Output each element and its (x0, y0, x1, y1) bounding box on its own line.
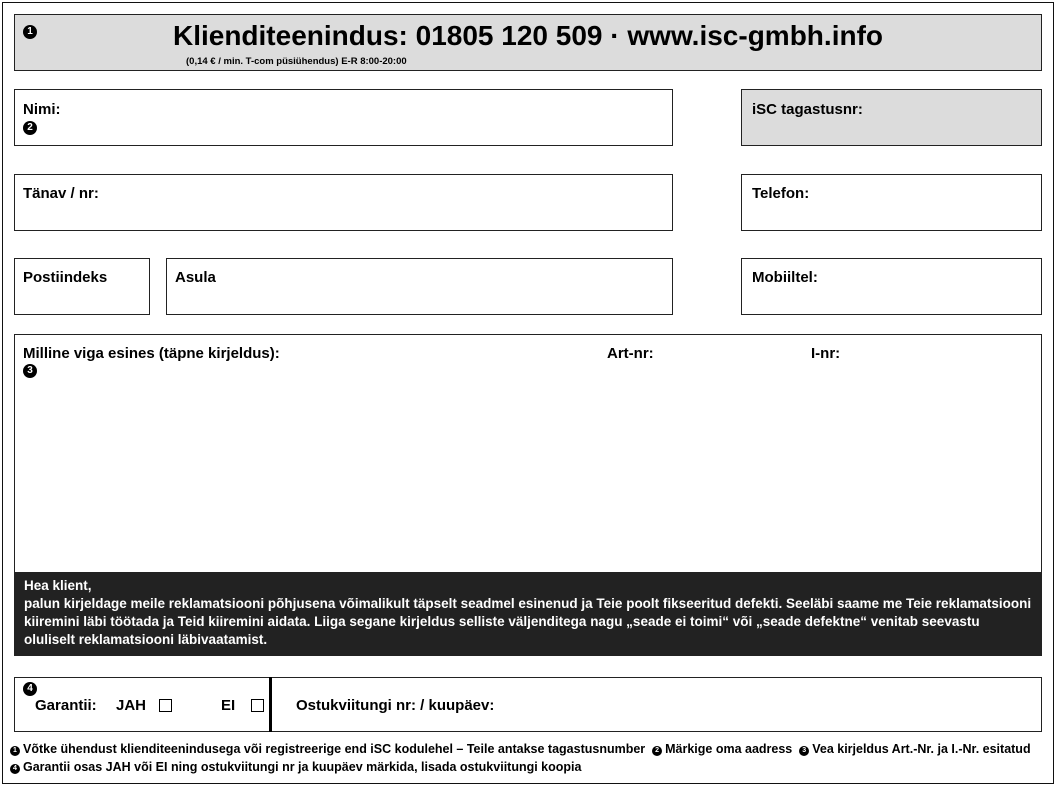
postcode-label: Postiindeks (23, 269, 108, 286)
city-field[interactable] (166, 258, 673, 315)
footer-note-2: Märkige oma aadress (665, 742, 793, 756)
phone-field[interactable] (741, 174, 1042, 231)
footer-marker-3-icon: 3 (799, 746, 809, 756)
postcode-field[interactable] (14, 258, 150, 315)
street-label: Tänav / nr: (23, 185, 99, 202)
receipt-field[interactable] (272, 678, 1041, 731)
mobile-field[interactable] (741, 258, 1042, 315)
footer-note-3: Vea kirjeldus Art.-Nr. ja I.-Nr. esitatud (812, 742, 1031, 756)
isc-return-number-field[interactable] (741, 89, 1042, 146)
header-box (14, 14, 1042, 71)
footer-marker-4-icon: 4 (10, 764, 20, 774)
isc-return-number-label: iSC tagastusnr: (752, 101, 863, 118)
marker-4-icon: 4 (23, 682, 37, 696)
fault-description-field[interactable] (14, 334, 1042, 574)
name-field[interactable] (14, 89, 673, 146)
header-subtitle: (0,14 € / min. T-com püsiühendus) E-R 8:00-20:00 (186, 56, 407, 67)
footer-note-4: Garantii osas JAH või EI ning ostukviitungi nr ja kuupäev märkida, lisada ostukviitungi koopia (23, 760, 582, 774)
city-label: Asula (175, 269, 216, 286)
warranty-no-label: EI (221, 697, 236, 714)
notice-text: palun kirjeldage meile reklamatsiooni põhjusena võimalikult täpselt seadmel esinenud ja Teie poolt fikseeritud defekti. Seeläbi saame me Teie reklamatsiooni kiiremini läbi töötada ja Teid kiiremini aidata. Liiga segane kirjeldus selliste väljenditega nagu „seade ei toimi“ või „seade defektne“ venitab seevastu oluliselt reklamatsiooni läbivaatamist. (24, 596, 1032, 647)
marker-3-icon: 3 (23, 364, 37, 378)
mobile-label: Mobiiltel: (752, 269, 818, 286)
warranty-label: Garantii: (35, 697, 97, 714)
footer-marker-1-icon: 1 (10, 746, 20, 756)
marker-2-icon: 2 (23, 121, 37, 135)
footer-notes (10, 740, 1046, 776)
phone-label: Telefon: (752, 185, 810, 202)
marker-1-icon: 1 (23, 25, 37, 39)
footer-note-1: Võtke ühendust klienditeenindusega või registreerige end iSC kodulehel – Teile antakse tagastusnumber (23, 742, 646, 756)
notice-greeting: Hea klient, (24, 578, 92, 593)
warranty-yes-checkbox[interactable] (159, 699, 172, 712)
name-label: Nimi: (23, 101, 61, 118)
warranty-no-checkbox[interactable] (251, 699, 264, 712)
i-nr-label: I-nr: (811, 345, 841, 362)
warranty-yes-label: JAH (116, 697, 147, 714)
art-nr-label: Art-nr: (607, 345, 654, 362)
street-field[interactable] (14, 174, 673, 231)
fault-description-label: Milline viga esines (täpne kirjeldus): (23, 345, 280, 362)
page-title: Klienditeenindus: 01805 120 509 · www.isc-gmbh.info (172, 20, 884, 51)
customer-notice (14, 572, 1042, 656)
footer-marker-2-icon: 2 (652, 746, 662, 756)
receipt-label: Ostukviitungi nr: / kuupäev: (296, 697, 495, 714)
